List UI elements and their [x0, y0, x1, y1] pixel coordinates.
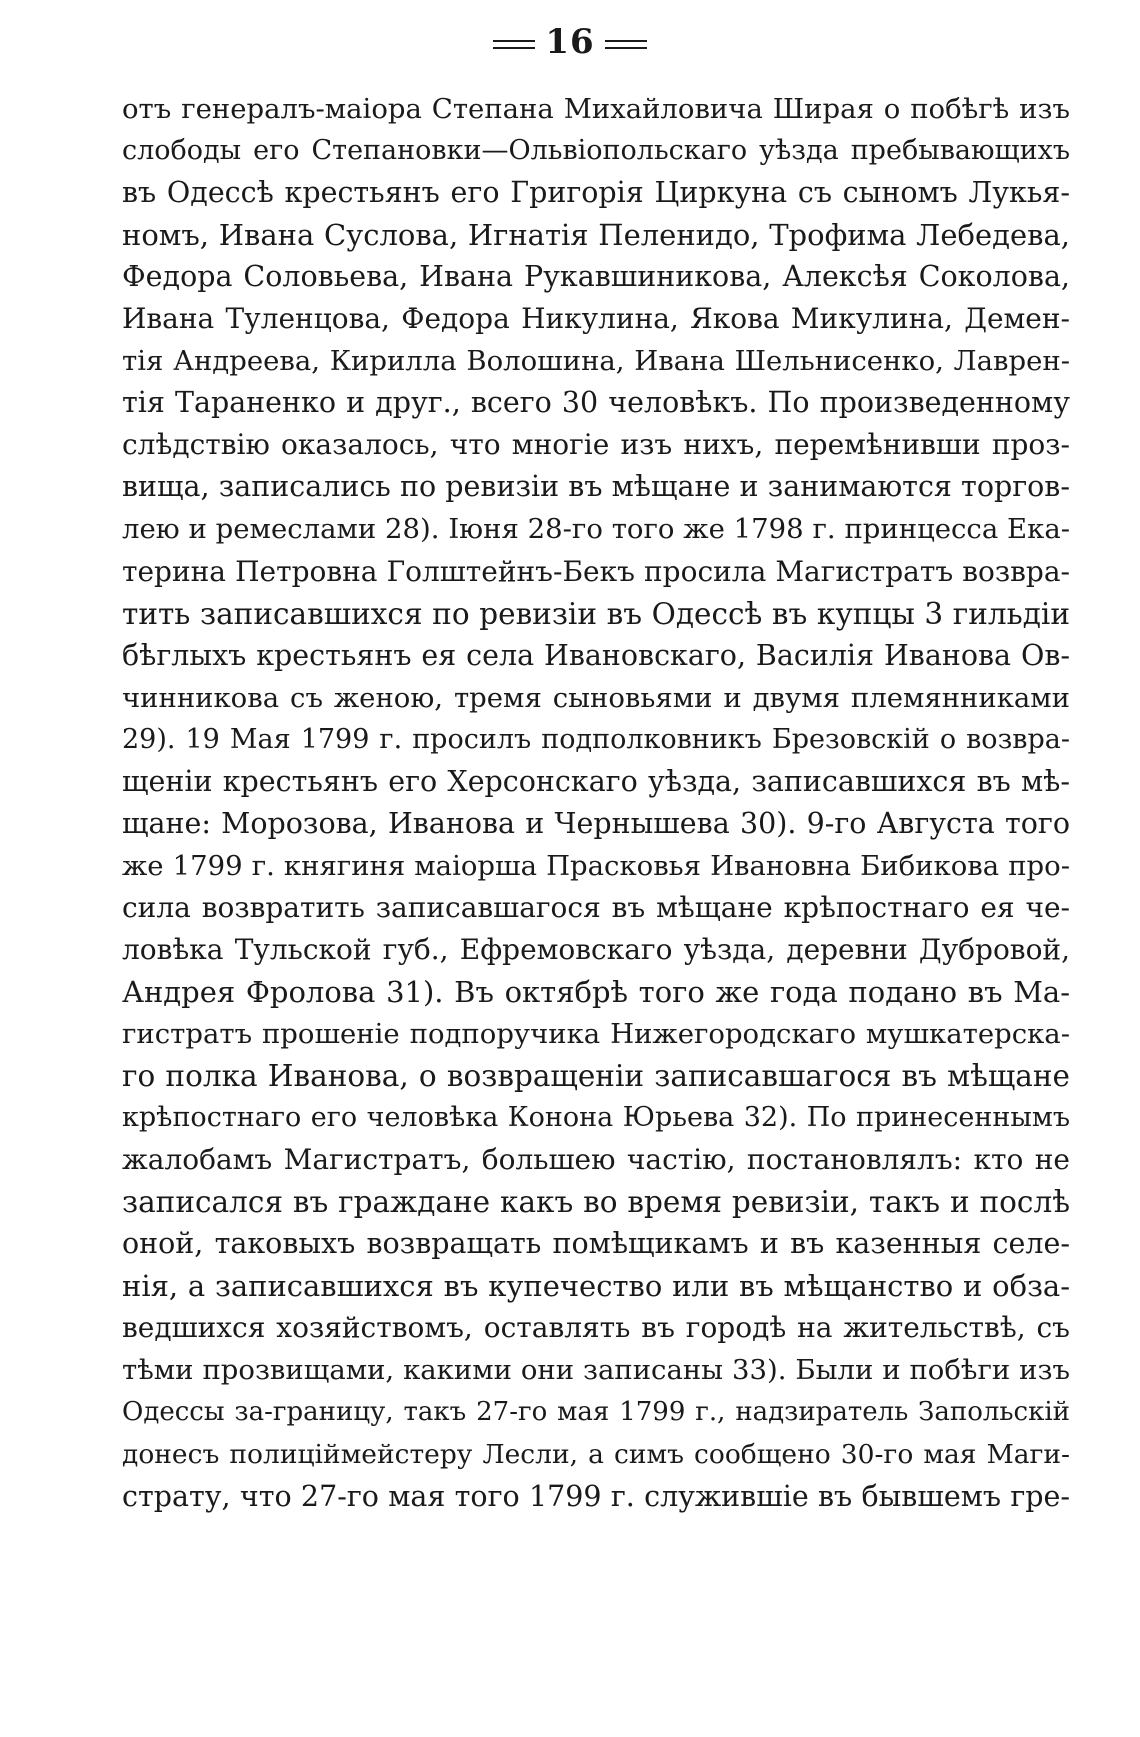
text-line: сила возвратить записавшагося въ мѣщане крѣпостнаго ея че-: [122, 890, 1070, 924]
text-line: Ивана Туленцова, Федора Никулина, Якова Микулина, Демен-: [122, 302, 1070, 336]
text-line: тить записавшихся по ревизіи въ Одессѣ въ купцы 3 гильдіи: [122, 596, 1070, 631]
text-line: го полка Иванова, о возвращеніи записавшагося въ мѣщане: [122, 1059, 1070, 1094]
text-line: слѣдствію оказалось, что многіе изъ нихъ, перемѣнивши проз-: [122, 428, 1070, 462]
right-rule-decoration: [605, 40, 647, 49]
text-line: 29). 19 Мая 1799 г. просилъ подполковникъ Брезовскій о возвра-: [122, 723, 1070, 755]
page-number: 16: [545, 22, 595, 62]
text-line: тія Андреева, Кирилла Волошина, Ивана Шельнисенко, Лаврен-: [122, 345, 1070, 378]
text-line: страту, что 27-го мая того 1799 г. служившіе въ бывшемъ гре-: [122, 1479, 1070, 1513]
text-line: крѣпостнаго его человѣка Конона Юрьева 32). По принесеннымъ: [122, 1102, 1070, 1134]
text-line: ловѣка Тульской губ., Ефремовскаго уѣзда, деревни Дубровой,: [122, 932, 1070, 966]
text-line: щане: Морозова, Иванова и Чернышева 30). 9-го Августа того: [122, 806, 1070, 840]
text-line: ведшихся хозяйствомъ, оставлять въ городѣ на жительствѣ, съ: [122, 1311, 1070, 1345]
page-number-header: [0, 22, 1140, 62]
text-line: нія, а записавшихся въ купечество или въ мѣщанство и обза-: [122, 1269, 1070, 1304]
body-text: [122, 88, 1070, 1518]
text-line: Федора Соловьева, Ивана Рукавшиникова, Алексѣя Соколова,: [122, 260, 1070, 294]
text-line: тія Тараненко и друг., всего 30 человѣкъ. По произведенному: [122, 386, 1070, 420]
text-line: же 1799 г. княгиня маіорша Прасковья Ивановна Бибикова про-: [122, 849, 1070, 882]
text-line: оной, таковыхъ возвращать помѣщикамъ и въ казенныя селе-: [122, 1227, 1070, 1261]
text-line: въ Одессѣ крестьянъ его Григорія Циркуна съ сыномъ Лукья-: [122, 176, 1070, 210]
text-line: тѣми прозвищами, какими они записаны 33). Были и побѣги изъ: [122, 1354, 1070, 1387]
text-line: слободы его Степановки—Ольвіопольскаго уѣзда пребывающихъ: [122, 135, 1070, 167]
text-line: записался въ граждане какъ во время ревизіи, такъ и послѣ: [122, 1185, 1070, 1220]
text-line: отъ генералъ-маіора Степана Михайловича Ширая о побѣгѣ изъ: [122, 93, 1070, 125]
text-line: Одессы за-границу, такъ 27-го мая 1799 г., надзиратель Запольскій: [122, 1397, 1070, 1428]
text-line: гистратъ прошеніе подпоручика Нижегородскаго мушкатерска-: [122, 1018, 1070, 1051]
text-line: терина Петровна Голштейнъ-Бекъ просила Магистратъ возвра-: [122, 554, 1070, 588]
text-line: номъ, Ивана Суслова, Игнатія Пеленидо, Трофима Лебедева,: [122, 218, 1070, 253]
text-line: жалобамъ Магистратъ, большею частію, постановлялъ: кто не: [122, 1143, 1070, 1177]
text-line: бѣглыхъ крестьянъ ея села Ивановскаго, Василія Иванова Ов-: [122, 638, 1070, 672]
text-line: щеніи крестьянъ его Херсонскаго уѣзда, записавшихся въ мѣ-: [122, 764, 1070, 798]
text-line: вища, записались по ревизіи въ мѣщане и занимаются торгов-: [122, 470, 1070, 504]
text-line: Андрея Фролова 31). Въ октябрѣ того же года подано въ Ма-: [122, 974, 1070, 1009]
text-line: лею и ремеслами 28). Іюня 28-го того же 1798 г. принцесса Ека-: [122, 513, 1070, 546]
left-rule-decoration: [493, 40, 535, 49]
text-line: донесъ полиціймейстеру Лесли, а симъ сообщено 30-го мая Маги-: [122, 1438, 1070, 1470]
text-line: чинникова съ женою, тремя сыновьями и двумя племянниками: [122, 681, 1070, 714]
